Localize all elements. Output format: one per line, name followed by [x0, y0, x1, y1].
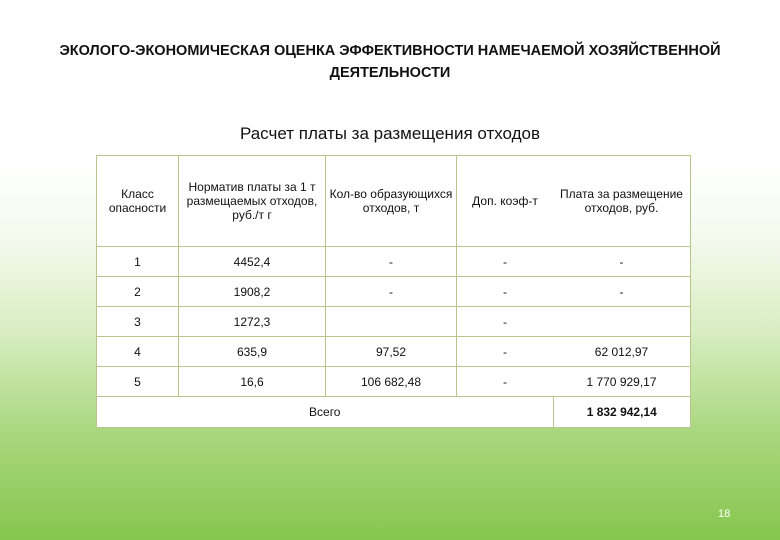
cell-quantity: 97,52 — [326, 337, 457, 367]
cell-fee — [553, 307, 691, 337]
cell-fee: 1 770 929,17 — [553, 367, 691, 397]
table-row — [97, 337, 691, 367]
slide-subtitle: Расчет платы за размещения отходов — [239, 124, 541, 143]
total-value: 1 832 942,14 — [553, 397, 691, 428]
cell-quantity: - — [326, 277, 457, 307]
cell-coefficient: - — [457, 367, 554, 397]
cell-quantity: 106 682,48 — [326, 367, 457, 397]
cell-fee: - — [553, 277, 691, 307]
cell-class: 3 — [97, 307, 179, 337]
cell-rate: 16,6 — [179, 367, 326, 397]
cell-rate: 4452,4 — [179, 247, 326, 277]
cell-class: 2 — [97, 277, 179, 307]
total-label: Всего — [97, 397, 554, 428]
table-header-row — [97, 156, 691, 247]
cell-rate: 635,9 — [179, 337, 326, 367]
cell-coefficient: - — [457, 277, 554, 307]
cell-class: 1 — [97, 247, 179, 277]
cell-fee: - — [553, 247, 691, 277]
header-waste-quantity: Кол-во образующихся отходов, т — [326, 156, 457, 247]
cell-class: 4 — [97, 337, 179, 367]
cell-coefficient: - — [457, 247, 554, 277]
slide-title: ЭКОЛОГО-ЭКОНОМИЧЕСКАЯ ОЦЕНКА ЭФФЕКТИВНОСТИ НАМЕЧАЕМОЙ ХОЗЯЙСТВЕННОЙ ДЕЯТЕЛЬНОСТИ — [59, 43, 721, 81]
header-extra-coefficient: Доп. коэф-т — [472, 194, 538, 208]
header-hazard-class: Класс опасности — [97, 156, 179, 247]
table-row — [97, 307, 691, 337]
header-fee-rate: Норматив платы за 1 т размещаемых отходов, руб./т г — [179, 156, 326, 247]
cell-fee: 62 012,97 — [553, 337, 691, 367]
cell-rate: 1272,3 — [179, 307, 326, 337]
cell-class: 5 — [97, 367, 179, 397]
table-total-row — [97, 397, 691, 428]
table-row — [97, 247, 691, 277]
page-number: 18 — [718, 508, 731, 520]
table-row — [97, 367, 691, 397]
cell-quantity: - — [326, 247, 457, 277]
cell-coefficient: - — [457, 307, 554, 337]
cell-quantity — [326, 307, 457, 337]
cell-rate: 1908,2 — [179, 277, 326, 307]
table-row — [97, 277, 691, 307]
cell-coefficient: - — [457, 337, 554, 367]
waste-fee-table — [96, 155, 691, 428]
header-placement-fee: Плата за размещение отходов, руб. — [553, 156, 691, 247]
